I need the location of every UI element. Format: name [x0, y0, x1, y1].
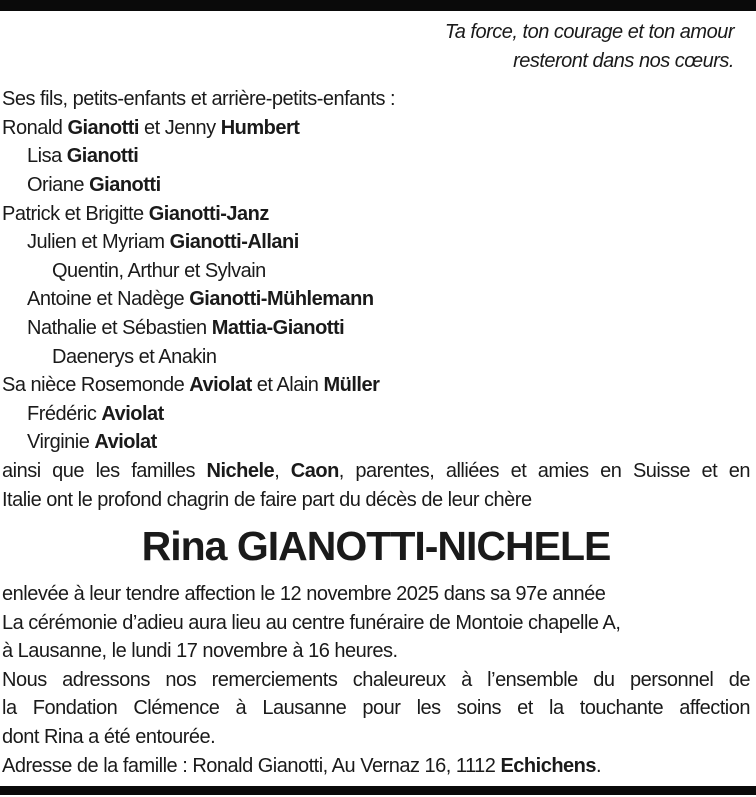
plain-text: Ronald	[2, 116, 68, 139]
family-address-line	[2, 752, 750, 781]
plain-text: Italie ont le profond chagrin de faire part du décès de leur chère	[2, 488, 532, 511]
plain-text: Quentin, Arthur et Sylvain	[52, 259, 266, 282]
details-line	[2, 723, 750, 752]
family-member-line	[2, 428, 750, 457]
family-member-line	[2, 171, 750, 200]
plain-text: , parentes, alliées et amies en Suisse et en	[338, 459, 750, 482]
details-paragraphs	[2, 580, 750, 780]
family-list	[2, 85, 750, 457]
bottom-border-bar	[0, 786, 756, 795]
name-bold-text: Humbert	[220, 116, 300, 139]
family-member-line	[2, 400, 750, 429]
plain-text: Julien et Myriam	[27, 231, 170, 254]
family-member-line	[2, 114, 750, 143]
plain-text: à Lausanne, le lundi 17 novembre à 16 heures.	[2, 640, 398, 663]
family-member-line	[2, 257, 750, 286]
name-bold-text: Gianotti-Mühlemann	[189, 288, 374, 311]
plain-text: ainsi que les familles	[2, 459, 207, 482]
closing-line	[2, 486, 750, 515]
details-line	[2, 694, 750, 723]
epigraph-line: Ta force, ton courage et ton amour	[444, 21, 734, 43]
family-member-line	[2, 371, 750, 400]
plain-text: Nathalie et Sébastien	[27, 316, 212, 339]
plain-text: Daenerys et Anakin	[52, 345, 217, 368]
closing-paragraph	[2, 457, 750, 514]
plain-text: Oriane	[27, 173, 90, 196]
family-member-line	[2, 228, 750, 257]
notice-content	[0, 11, 756, 780]
plain-text: .	[596, 754, 602, 777]
plain-text: et Alain	[251, 374, 324, 397]
name-bold-text: Aviolat	[101, 402, 164, 425]
plain-text: et Jenny	[138, 116, 221, 139]
plain-text: Virginie	[27, 431, 95, 454]
plain-text: Patrick et Brigitte	[2, 202, 149, 225]
plain-text: la Fondation Clémence à Lausanne pour les soins et la touchante affection	[2, 697, 750, 720]
plain-text: Adresse de la famille : Ronald Gianotti, Au Vernaz 16, 1112	[2, 754, 501, 777]
family-member-line	[2, 314, 750, 343]
name-bold-text: Gianotti	[67, 116, 139, 139]
name-bold-text: Aviolat	[189, 374, 252, 397]
name-bold-text: Gianotti-Allani	[169, 231, 299, 254]
plain-text: ,	[274, 459, 291, 482]
family-member-line	[2, 200, 750, 229]
plain-text: enlevée à leur tendre affection le 12 novembre 2025 dans sa 97e année	[2, 583, 606, 606]
plain-text: Lisa	[27, 145, 67, 168]
family-member-line	[2, 343, 750, 372]
plain-text: dont Rina a été entourée.	[2, 726, 216, 749]
details-line	[2, 609, 750, 638]
family-member-line	[2, 285, 750, 314]
name-bold-text: Mattia-Gianotti	[211, 316, 345, 339]
plain-text: Frédéric	[27, 402, 102, 425]
closing-line	[2, 457, 750, 486]
plain-text: Nous adressons nos remerciements chaleureux à l’ensemble du personnel de	[2, 668, 750, 691]
name-bold-text: Caon	[290, 459, 339, 482]
details-line	[2, 580, 750, 609]
epigraph-line: resteront dans nos cœurs.	[513, 49, 734, 72]
name-bold-text: Echichens	[500, 754, 597, 777]
plain-text: Ses fils, petits-enfants et arrière-petits-enfants :	[2, 88, 396, 111]
details-line	[2, 666, 750, 695]
epigraph	[2, 18, 750, 75]
plain-text: Sa nièce Rosemonde	[2, 374, 190, 397]
name-bold-text: Gianotti	[89, 173, 161, 196]
name-bold-text: Nichele	[206, 459, 275, 482]
deceased-name-title: Rina GIANOTTI-NICHELE	[141, 523, 611, 570]
top-border-bar	[0, 0, 756, 11]
details-line	[2, 637, 750, 666]
name-bold-text: Müller	[323, 374, 380, 397]
family-member-line	[2, 142, 750, 171]
family-intro-line	[2, 85, 750, 114]
name-bold-text: Gianotti-Janz	[148, 202, 269, 225]
name-bold-text: Gianotti	[66, 145, 139, 168]
plain-text: La cérémonie d’adieu aura lieu au centre funéraire de Montoie chapelle A,	[2, 611, 621, 634]
plain-text: Antoine et Nadège	[27, 288, 190, 311]
name-bold-text: Aviolat	[94, 431, 157, 454]
